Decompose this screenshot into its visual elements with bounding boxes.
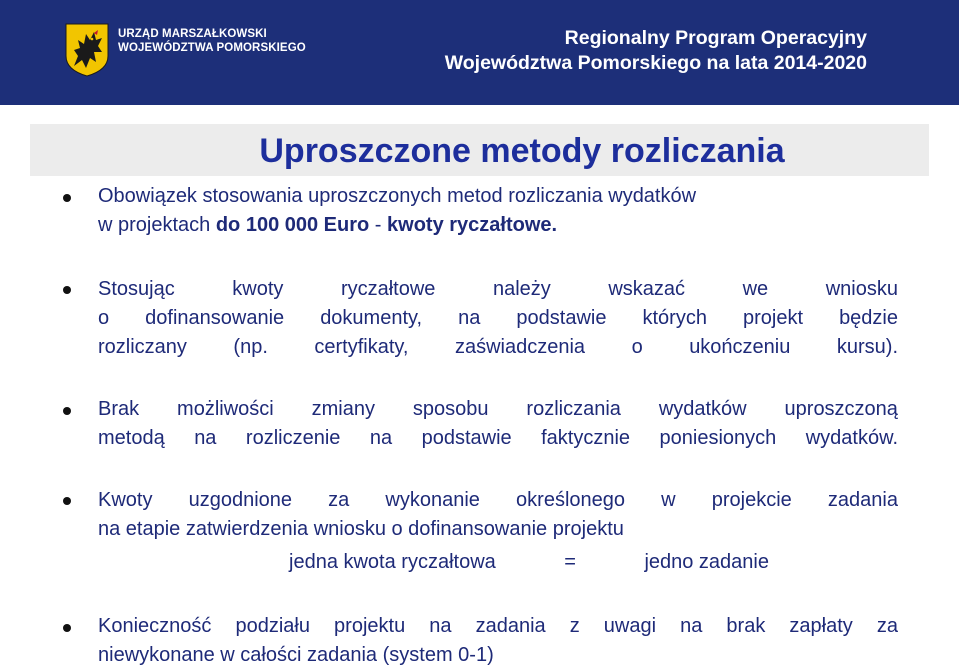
word: projektu bbox=[334, 615, 406, 637]
word: określonego bbox=[516, 489, 626, 511]
griffin-coat-of-arms-icon bbox=[64, 22, 110, 78]
bullet-1-line-1: Obowiązek stosowania uproszczonych metod rozliczania wydatków bbox=[98, 185, 697, 207]
bullet-1-prefix: w projektach bbox=[98, 214, 216, 236]
bullet-5-line-1 bbox=[98, 612, 898, 641]
word: podstawie bbox=[421, 427, 512, 449]
word: będzie bbox=[839, 307, 898, 329]
word: rozliczany bbox=[98, 336, 187, 358]
word: kursu). bbox=[836, 336, 898, 358]
formula-line bbox=[289, 548, 769, 577]
word: rozliczania bbox=[526, 398, 621, 420]
word: (np. bbox=[233, 336, 268, 358]
bullet-3-text bbox=[98, 395, 898, 453]
program-line-1: Regionalny Program Operacyjny bbox=[564, 27, 867, 49]
bullet-4-line-1 bbox=[98, 486, 898, 515]
word: o bbox=[98, 307, 110, 329]
word: we bbox=[742, 278, 769, 300]
word: za bbox=[328, 489, 350, 511]
word: brak bbox=[726, 615, 766, 637]
program-line-2: Województwa Pomorskiego na lata 2014-2020 bbox=[444, 52, 867, 74]
bullet-4-line-2: na etapie zatwierdzenia wniosku o dofinansowanie projektu bbox=[98, 518, 624, 540]
bullet-5-text bbox=[98, 612, 898, 670]
word: Konieczność bbox=[98, 615, 212, 637]
word: wniosku bbox=[825, 278, 898, 300]
word: podziału bbox=[235, 615, 310, 637]
word: wydatków bbox=[658, 398, 747, 420]
word: na bbox=[369, 427, 393, 449]
word: wykonanie bbox=[385, 489, 480, 511]
bullet-1-text bbox=[98, 182, 898, 240]
bullet-dot bbox=[63, 286, 71, 294]
bullet-4-text bbox=[98, 486, 898, 544]
word: projekt bbox=[743, 307, 804, 329]
bullet-2-line-1 bbox=[98, 275, 898, 304]
word: uzgodnione bbox=[188, 489, 293, 511]
bullet-dot bbox=[63, 407, 71, 415]
word: na bbox=[429, 615, 452, 637]
header-banner bbox=[0, 0, 959, 105]
word: podstawie bbox=[516, 307, 607, 329]
word: poniesionych bbox=[659, 427, 777, 449]
word: projekcie bbox=[711, 489, 792, 511]
logo-line-2: WOJEWÓDZTWA POMORSKIEGO bbox=[118, 42, 306, 54]
word: na bbox=[194, 427, 217, 449]
word: dokumenty, bbox=[320, 307, 423, 329]
bullet-3-line-2 bbox=[98, 424, 898, 453]
word: uwagi bbox=[603, 615, 657, 637]
word: Stosując bbox=[98, 278, 175, 300]
word: Brak bbox=[98, 398, 140, 420]
bullet-dot bbox=[63, 624, 71, 632]
word: kwoty bbox=[232, 278, 284, 300]
bullet-5-line-2: niewykonane w całości zadania (system 0-1) bbox=[98, 644, 494, 666]
word: faktycznie bbox=[541, 427, 631, 449]
word: wskazać bbox=[608, 278, 686, 300]
bullet-1-bold-amount: do 100 000 Euro bbox=[215, 214, 370, 236]
word: na bbox=[680, 615, 703, 637]
word: których bbox=[642, 307, 707, 329]
bullet-3-line-1 bbox=[98, 395, 898, 424]
bullet-1-line-2 bbox=[98, 211, 898, 240]
word: w bbox=[661, 489, 676, 511]
word: ryczałtowe bbox=[340, 278, 436, 300]
bullet-1-bold-term: kwoty ryczałtowe. bbox=[387, 214, 558, 236]
formula-right: jedno zadanie bbox=[644, 551, 769, 573]
bullet-2-line-3 bbox=[98, 333, 898, 362]
bullet-dot bbox=[63, 194, 71, 202]
word: na bbox=[458, 307, 481, 329]
word: z bbox=[569, 615, 580, 637]
formula-equals: = bbox=[564, 551, 576, 573]
word: za bbox=[876, 615, 898, 637]
program-title bbox=[445, 26, 867, 76]
word: rozliczenie bbox=[245, 427, 341, 449]
logo-line-1: URZĄD MARSZAŁKOWSKI bbox=[118, 28, 267, 40]
word: zadania bbox=[827, 489, 898, 511]
logo-text bbox=[118, 27, 306, 55]
word: sposobu bbox=[412, 398, 489, 420]
bullet-2-text bbox=[98, 275, 898, 362]
word: wydatków. bbox=[805, 427, 898, 449]
word: certyfikaty, bbox=[314, 336, 409, 358]
bullet-dot bbox=[63, 497, 71, 505]
word: możliwości bbox=[177, 398, 274, 420]
word: zapłaty bbox=[789, 615, 853, 637]
word: zadania bbox=[475, 615, 546, 637]
word: zaświadczenia bbox=[454, 336, 586, 358]
bullet-1-dash: - bbox=[369, 214, 388, 236]
word: o bbox=[631, 336, 643, 358]
word: zmiany bbox=[311, 398, 375, 420]
word: należy bbox=[492, 278, 551, 300]
bullet-2-line-2 bbox=[98, 304, 898, 333]
formula-left: jedna kwota ryczałtowa bbox=[289, 551, 496, 573]
word: metodą bbox=[98, 427, 165, 449]
word: ukończeniu bbox=[689, 336, 791, 358]
word: uproszczoną bbox=[784, 398, 898, 420]
word: dofinansowanie bbox=[145, 307, 285, 329]
word: Kwoty bbox=[98, 489, 153, 511]
page-title: Uproszczone metody rozliczania bbox=[259, 132, 785, 170]
